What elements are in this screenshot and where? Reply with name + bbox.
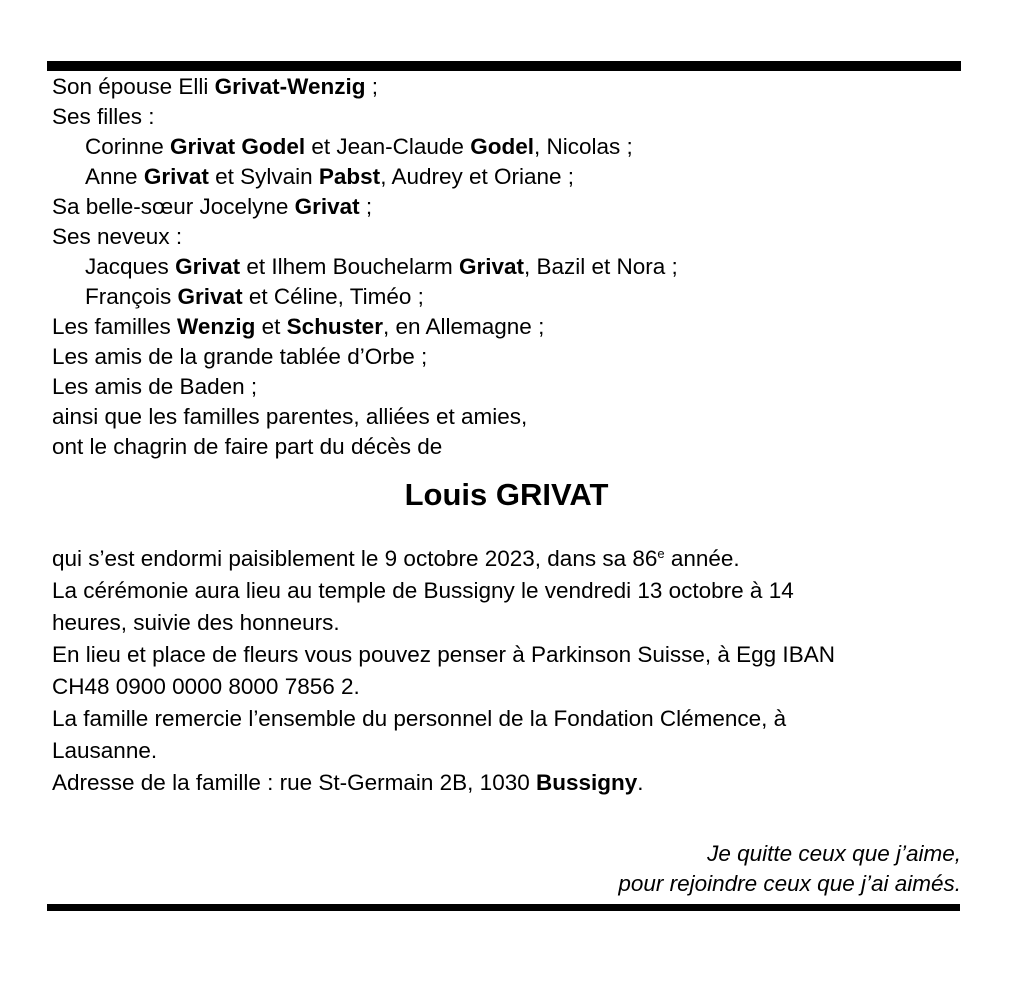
plain-text: Jacques <box>85 254 176 279</box>
notice-line <box>52 192 961 222</box>
plain-text: , en Allemagne ; <box>382 314 545 339</box>
plain-text: CH48 0900 0000 8000 7856 2. <box>52 674 360 699</box>
bold-name: Grivat Godel <box>170 134 306 159</box>
plain-text: . <box>637 770 644 795</box>
plain-text: Lausanne. <box>52 738 158 763</box>
plain-text: Corinne <box>85 134 171 159</box>
bold-name: Grivat <box>458 254 524 279</box>
bold-name: Bussigny <box>535 770 638 795</box>
plain-text: qui s’est endormi paisiblement le 9 octobre 2023, dans sa 86 <box>52 546 658 571</box>
plain-text: Son épouse Elli <box>52 74 215 99</box>
plain-text: Ses filles : <box>52 104 155 129</box>
quote-line-1: Je quitte ceux que j’aime, <box>707 841 961 866</box>
plain-text: et <box>255 314 287 339</box>
plain-text: Adresse de la famille : rue St-Germain 2B, 1030 <box>52 770 536 795</box>
notice-line <box>52 432 961 462</box>
bold-name: Schuster <box>286 314 383 339</box>
bold-name: Grivat-Wenzig <box>214 74 366 99</box>
notice-line <box>52 671 961 703</box>
plain-text: Anne <box>85 164 144 189</box>
notice-line <box>52 312 961 342</box>
notice-line <box>52 735 961 767</box>
bold-name: Grivat <box>175 254 241 279</box>
plain-text: , Audrey et Oriane ; <box>380 164 575 189</box>
plain-text: La famille remercie l’ensemble du personnel de la Fondation Clémence, à <box>52 706 787 731</box>
intro-paragraph <box>52 72 961 462</box>
notice-line <box>52 72 961 102</box>
bold-name: Wenzig <box>177 314 256 339</box>
notice-line <box>52 703 961 735</box>
notice-line <box>52 222 961 252</box>
plain-text: Ses neveux : <box>52 224 183 249</box>
bold-name: Grivat <box>294 194 360 219</box>
notice-line <box>52 575 961 607</box>
bold-name: Godel <box>470 134 534 159</box>
notice-line <box>52 252 961 282</box>
notice-line <box>52 282 961 312</box>
plain-text: , Nicolas ; <box>533 134 633 159</box>
bold-name: Grivat <box>143 164 209 189</box>
plain-text: François <box>85 284 178 309</box>
notice-line <box>52 132 961 162</box>
notice-line <box>52 372 961 402</box>
plain-text: ; <box>359 194 373 219</box>
deceased-name: Louis GRIVAT <box>404 477 609 512</box>
plain-text: Les familles <box>52 314 178 339</box>
quote-block <box>52 839 961 899</box>
plain-text: et Sylvain <box>208 164 319 189</box>
plain-text: Les amis de Baden ; <box>52 374 258 399</box>
details-paragraph <box>52 543 961 799</box>
notice-line <box>52 639 961 671</box>
notice-line <box>52 607 961 639</box>
quote-line-2: pour rejoindre ceux que j’ai aimés. <box>618 871 961 896</box>
notice-line <box>52 767 961 799</box>
plain-text: Sa belle-sœur Jocelyne <box>52 194 295 219</box>
plain-text: ainsi que les familles parentes, alliées et amies, <box>52 404 528 429</box>
plain-text: et Ilhem Bouchelarm <box>240 254 459 279</box>
bold-name: Pabst <box>318 164 381 189</box>
superscript-text: e <box>657 546 665 561</box>
notice-line <box>52 102 961 132</box>
notice-line <box>52 402 961 432</box>
plain-text: ont le chagrin de faire part du décès de <box>52 434 443 459</box>
plain-text: heures, suivie des honneurs. <box>52 610 340 635</box>
plain-text: En lieu et place de fleurs vous pouvez penser à Parkinson Suisse, à Egg IBAN <box>52 642 835 667</box>
notice-line <box>52 543 961 575</box>
notice-line <box>52 162 961 192</box>
plain-text: Les amis de la grande tablée d’Orbe ; <box>52 344 428 369</box>
plain-text: et Jean-Claude <box>305 134 471 159</box>
plain-text: La cérémonie aura lieu au temple de Bussigny le vendredi 13 octobre à 14 <box>52 578 794 603</box>
plain-text: et Céline, Timéo ; <box>242 284 424 309</box>
notice-line <box>52 342 961 372</box>
plain-text: ; <box>365 74 378 99</box>
plain-text: année. <box>664 546 740 571</box>
plain-text: , Bazil et Nora ; <box>523 254 678 279</box>
top-rule <box>47 61 961 71</box>
bottom-rule <box>47 904 960 911</box>
bold-name: Grivat <box>177 284 243 309</box>
